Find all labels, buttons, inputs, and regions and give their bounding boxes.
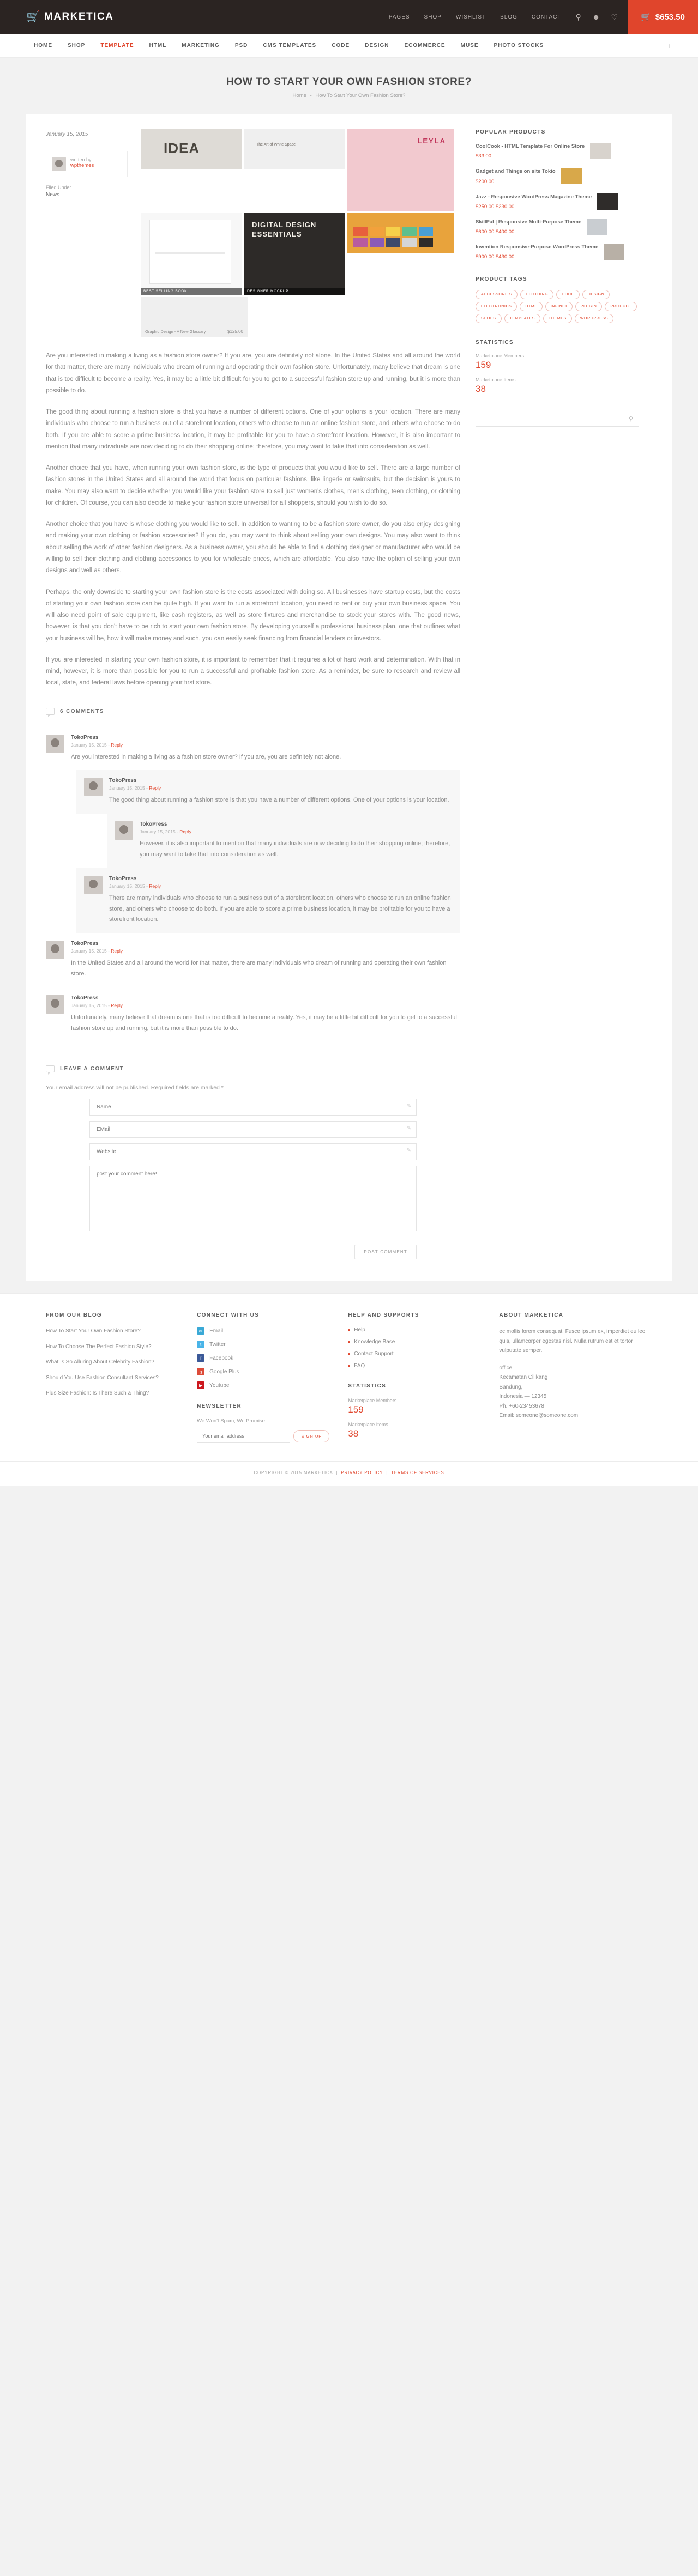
product-name: Invention Responsive-Purpose WordPress Theme bbox=[476, 244, 599, 250]
address-line: Bandung, bbox=[499, 1384, 523, 1390]
nav-item-photo-stocks[interactable]: PHOTO STOCKS bbox=[494, 43, 544, 49]
product-tags-widget bbox=[476, 276, 639, 323]
social-youtube[interactable]: ▶ Youtube bbox=[197, 1381, 329, 1389]
newsletter-note: We Won't Spam, We Promise bbox=[197, 1418, 265, 1425]
reply-link[interactable]: Reply bbox=[111, 742, 123, 748]
pink-poster-tile[interactable] bbox=[347, 129, 454, 211]
about-text: ec mollis lorem consequat. Fusce ipsum ex, imperdiet eu leo quis, ullamcorper egestas nisl. Nulla rutrum est et tortor vulputate semper. bbox=[499, 1329, 646, 1354]
footer-about-column bbox=[499, 1312, 652, 1446]
avatar bbox=[52, 157, 66, 171]
footer-blog-title: FROM OUR BLOG bbox=[46, 1312, 103, 1319]
comment-form bbox=[89, 1099, 417, 1259]
tile-text-idea: IDEA bbox=[164, 140, 200, 156]
product-name: Gadget and Things on site Tokio bbox=[476, 168, 556, 175]
stat-label-items: Marketplace Items bbox=[476, 377, 516, 383]
book-cover-art bbox=[149, 220, 231, 284]
post-date: January 15, 2015 bbox=[46, 131, 128, 143]
site-logo[interactable] bbox=[26, 11, 113, 23]
stat-label-members: Marketplace Members bbox=[476, 353, 525, 359]
reply-link[interactable]: Reply bbox=[149, 785, 161, 791]
tile-meta-title: Graphic Design - A New Glossary bbox=[145, 329, 206, 334]
author-label: written by bbox=[70, 157, 92, 162]
utility-icons bbox=[576, 13, 618, 22]
orange-typography-tile[interactable] bbox=[141, 297, 248, 337]
comment-text: There are many individuals who choose to run a business out of a storefront location, others who choose to run an online fashion store, and others who choose to do both. If you are able to score a prime business location, it may be profitable for you to have a storefront location. bbox=[109, 894, 451, 923]
comment-date: January 15, 2015 - Reply bbox=[71, 948, 123, 954]
comment-icon bbox=[46, 1065, 55, 1072]
bullet-icon bbox=[348, 1353, 350, 1355]
tag-code[interactable]: CODE bbox=[556, 290, 580, 299]
message-field-wrap bbox=[89, 1166, 417, 1233]
book-cover-tile[interactable] bbox=[141, 213, 242, 295]
filed-under-label: Filed Under bbox=[46, 185, 71, 190]
statistics-title: STATISTICS bbox=[476, 340, 514, 346]
post-image-mosaic bbox=[141, 129, 456, 337]
pencil-icon: ✎ bbox=[406, 1148, 411, 1154]
comment-text: The good thing about running a fashion store is that you have a number of different options. One of your options is your location. bbox=[109, 797, 449, 804]
help-link-help[interactable]: Help bbox=[348, 1327, 480, 1333]
article-body bbox=[46, 350, 460, 689]
leave-comment-heading bbox=[46, 1065, 460, 1072]
cart-icon: 🛒 bbox=[26, 11, 40, 23]
bullet-icon bbox=[348, 1341, 350, 1343]
pencil-icon: ✎ bbox=[406, 1103, 411, 1110]
product-price: $200.00 bbox=[476, 178, 495, 185]
website-field-wrap bbox=[89, 1143, 417, 1160]
product-item[interactable] bbox=[476, 143, 639, 159]
tile-text-book: The Art of White Space bbox=[256, 143, 296, 147]
address-line: Email: someone@someone.com bbox=[499, 1413, 579, 1419]
tag-electronics[interactable]: ELECTRONICS bbox=[476, 302, 517, 311]
comment-item bbox=[107, 814, 460, 868]
footer-stat-label-items: Marketplace Items bbox=[348, 1422, 388, 1428]
comment-textarea[interactable] bbox=[89, 1166, 417, 1231]
user-icon[interactable]: ☻ bbox=[592, 13, 600, 21]
article-paragraph: Are you interested in making a living as a fashion store owner? If you are, you are definitely not alone. In the United States and all around the world for that matter, there are many individuals who dream of running and operating their own fashion store. Unfortunately, many believe that dream is one that is too difficult to become a reality. Yes, it may be a little bit difficult for you to get to a successful fashion store up and running, but it is more than possible to do. bbox=[46, 353, 460, 394]
color-swatch-tile[interactable] bbox=[347, 213, 454, 253]
comment-text: Are you interested in making a living as a fashion store owner? If you are, you are definitely not alone. bbox=[71, 753, 341, 760]
privacy-policy-link[interactable]: PRIVACY POLICY bbox=[341, 1470, 383, 1476]
social-google-plus[interactable]: g Google Plus bbox=[197, 1368, 329, 1375]
tag-html[interactable]: HTML bbox=[520, 302, 542, 311]
email-field-wrap bbox=[89, 1121, 417, 1138]
cart-total: $653.50 bbox=[655, 12, 685, 22]
address-block bbox=[499, 1363, 652, 1421]
comment-author[interactable]: TokoPress bbox=[71, 734, 99, 741]
copyright-bar: COPYRIGHT © 2015 MARKETICA | PRIVACY POLICY | TERMS OF SERVICES bbox=[0, 1461, 698, 1486]
leave-comment-title: LEAVE A COMMENT bbox=[60, 1066, 124, 1072]
top-link-contact[interactable]: CONTACT bbox=[531, 14, 562, 20]
product-tags-title: PRODUCT TAGS bbox=[476, 276, 527, 283]
top-link-pages[interactable]: PAGES bbox=[388, 14, 410, 20]
page-title: HOW TO START YOUR OWN FASHION STORE? bbox=[226, 76, 472, 88]
tile-caption-designer-mockup: DESIGNER MOCKUP bbox=[244, 288, 345, 295]
stat-value-members: 159 bbox=[476, 360, 491, 371]
mail-icon: ✉ bbox=[197, 1327, 204, 1335]
footer-connect-title: CONNECT WITH US bbox=[197, 1312, 260, 1319]
email-input[interactable] bbox=[89, 1121, 417, 1138]
article-paragraph: Another choice that you have, when running your own fashion store, is the type of products that you would like to sell. There are a large number of fashion stores in the United States and all around the world that focus on particular fashions, like lingerie or swimsuits, but the decision is yours to make. You may also want to decide whether you would like your fashion store to sell just women's clothes, men's clothing, teen clothing, or clothing for children. Of course, you can also decide to make your fashion store universal for all shoppers, should you wish to do so. bbox=[46, 465, 460, 506]
search-input[interactable] bbox=[476, 411, 623, 426]
youtube-icon: ▶ bbox=[197, 1381, 204, 1389]
footer-blog-link[interactable]: Plus Size Fashion: Is There Such a Thing? bbox=[46, 1390, 149, 1397]
filed-under-value[interactable]: News bbox=[46, 192, 60, 198]
comments-count: 6 COMMENTS bbox=[60, 708, 104, 714]
tile-text-leyla: LEYLA bbox=[417, 137, 446, 145]
tag-infinio[interactable]: INFINIO bbox=[545, 302, 573, 311]
post-meta bbox=[46, 129, 128, 337]
social-facebook[interactable]: f Facebook bbox=[197, 1354, 329, 1362]
nav-item-code[interactable]: CODE bbox=[332, 43, 350, 49]
post-author bbox=[46, 151, 128, 177]
tag-accessories[interactable]: ACCESSORIES bbox=[476, 290, 518, 299]
comment-author[interactable]: TokoPress bbox=[71, 995, 99, 1001]
product-price: $900.00 $430.00 bbox=[476, 254, 515, 260]
social-twitter[interactable]: t Twitter bbox=[197, 1341, 329, 1348]
newsletter-signup-button[interactable]: SIGN UP bbox=[293, 1430, 329, 1442]
reply-link[interactable]: Reply bbox=[149, 883, 161, 889]
utility-nav bbox=[389, 14, 562, 20]
nav-item-psd[interactable]: PSD bbox=[234, 43, 248, 49]
product-thumbnail bbox=[561, 168, 582, 184]
newsletter-input[interactable] bbox=[197, 1429, 290, 1443]
top-bar bbox=[0, 0, 698, 34]
search-icon[interactable]: ⚲ bbox=[628, 416, 633, 423]
tag-wordpress[interactable]: WORDPRESS bbox=[575, 314, 613, 323]
avatar bbox=[46, 941, 64, 959]
comment-date: January 15, 2015 - Reply bbox=[71, 1002, 123, 1008]
copyright-text: COPYRIGHT © 2015 MARKETICA bbox=[254, 1470, 333, 1476]
main-content bbox=[46, 129, 460, 1259]
google-plus-icon: g bbox=[197, 1368, 204, 1375]
footer-about-title: ABOUT MARKETICA bbox=[499, 1312, 564, 1319]
search-widget bbox=[476, 411, 639, 427]
tag-shoes[interactable]: SHOES bbox=[476, 314, 502, 323]
twitter-icon: t bbox=[197, 1341, 204, 1348]
comment-text: In the United States and all around the world for that matter, there are many individuals who dream of running and operating their own fashion store. bbox=[71, 960, 447, 978]
tag-clothing[interactable]: CLOTHING bbox=[520, 290, 553, 299]
breadcrumb-separator: - bbox=[310, 93, 312, 99]
help-link-contact-support[interactable]: Contact Support bbox=[348, 1351, 480, 1357]
tag-product[interactable]: PRODUCT bbox=[605, 302, 637, 311]
top-link-shop[interactable]: SHOP bbox=[424, 14, 442, 20]
footer-blog-link[interactable]: What Is So Alluring About Celebrity Fashion? bbox=[46, 1359, 154, 1366]
stat-value-items: 38 bbox=[476, 384, 486, 395]
post-comment-button[interactable]: POST COMMENT bbox=[354, 1245, 417, 1259]
footer-blog-link[interactable]: Should You Use Fashion Consultant Services? bbox=[46, 1374, 159, 1381]
address-line: Indonesia — 12345 bbox=[499, 1393, 547, 1400]
page-header bbox=[0, 58, 698, 114]
search-box bbox=[476, 411, 639, 427]
comment-author[interactable]: TokoPress bbox=[109, 875, 137, 882]
product-thumbnail bbox=[604, 244, 624, 260]
comment-icon bbox=[46, 708, 55, 715]
nav-item-home[interactable]: HOME bbox=[34, 43, 52, 49]
reply-link[interactable]: Reply bbox=[179, 829, 191, 835]
footer-blog-column bbox=[46, 1312, 178, 1446]
name-input[interactable] bbox=[89, 1099, 417, 1116]
tile-text-digital: DIGITAL DESIGN ESSENTIALS bbox=[252, 221, 317, 238]
page-body bbox=[26, 114, 672, 1281]
comment-item bbox=[46, 987, 460, 1042]
nav-item-ecommerce[interactable]: ECOMMERCE bbox=[404, 43, 446, 49]
address-line: office: bbox=[499, 1365, 514, 1371]
article-paragraph: If you are interested in starting your own fashion store, it is important to remember that it requires a lot of hard work and determination. With that in mind, however, it is more than possible for you to run a successful and profitable fashion store. As a reminder, be sure to research and review all local, state, and federal laws before opening your first store. bbox=[46, 656, 460, 687]
avatar bbox=[84, 778, 103, 796]
nav-item-cms-templates[interactable]: CMS TEMPLATES bbox=[263, 43, 317, 49]
footer-blog-link[interactable]: How To Start Your Own Fashion Store? bbox=[46, 1328, 141, 1335]
product-thumbnail bbox=[597, 193, 618, 210]
tile-caption-best-selling: BEST SELLING BOOK bbox=[141, 288, 242, 295]
footer-help-title: HELP AND SUPPORTS bbox=[348, 1312, 419, 1319]
product-name: Jazz - Responsive WordPress Magazine Theme bbox=[476, 193, 592, 200]
reply-link[interactable]: Reply bbox=[111, 948, 123, 954]
nav-item-design[interactable]: DESIGN bbox=[365, 43, 389, 49]
nav-item-shop[interactable]: SHOP bbox=[68, 43, 86, 49]
breadcrumb-current: How To Start Your Own Fashion Store? bbox=[315, 93, 406, 99]
product-name: SkillPal | Responsive Multi-Purpose Theme bbox=[476, 219, 582, 225]
top-link-blog[interactable]: BLOG bbox=[500, 14, 518, 20]
bullet-icon bbox=[348, 1365, 350, 1367]
product-price: $33.00 bbox=[476, 153, 492, 160]
facebook-icon: f bbox=[197, 1354, 204, 1362]
article-paragraph: Perhaps, the only downside to starting your own fashion store is the costs associated with doing so. All businesses have startup costs, but the costs of starting your own fashion store can be quite high. If you want to run a storefront location, you need to rent or buy your own business space. You will also need point of sale equipment, like cash registers, as well as store fixtures and merchandise to stock your stores with. The good news, however, is that you don't have to be rich to start your own fashion store. By developing yourself a professional business plan, one that outlines what your business will be, how it will make money and such, you can easily seek financing from financial lenders or investors. bbox=[46, 589, 460, 642]
footer-help-column bbox=[348, 1312, 480, 1446]
nav-item-html[interactable]: HTML bbox=[149, 43, 167, 49]
cart-icon: 🛒 bbox=[641, 13, 651, 22]
footer-blog-link[interactable]: How To Choose The Perfect Fashion Style? bbox=[46, 1343, 152, 1350]
newsletter-form bbox=[197, 1429, 329, 1443]
post-top bbox=[46, 129, 460, 337]
tag-themes[interactable]: THEMES bbox=[543, 314, 572, 323]
footer-columns bbox=[26, 1294, 672, 1461]
comment-item bbox=[46, 933, 460, 987]
comment-author[interactable]: TokoPress bbox=[140, 821, 167, 828]
product-item[interactable] bbox=[476, 168, 639, 184]
help-link-faq[interactable]: FAQ bbox=[348, 1363, 480, 1369]
popular-products-title: POPULAR PRODUCTS bbox=[476, 129, 546, 135]
book-white-tile[interactable] bbox=[244, 129, 345, 169]
nav-item-template[interactable]: TEMPLATE bbox=[100, 43, 134, 49]
comment-date: January 15, 2015 - Reply bbox=[140, 829, 191, 835]
footer-stats-title: STATISTICS bbox=[348, 1383, 387, 1390]
comment-item bbox=[46, 727, 460, 771]
terms-link[interactable]: TERMS OF SERVICES bbox=[391, 1470, 444, 1476]
product-item[interactable] bbox=[476, 244, 639, 260]
footer-newsletter-title: NEWSLETTER bbox=[197, 1403, 242, 1410]
comment-item bbox=[76, 770, 460, 814]
digital-design-tile[interactable] bbox=[244, 213, 345, 295]
nav-item-muse[interactable]: MUSE bbox=[460, 43, 479, 49]
comment-item bbox=[76, 868, 460, 933]
tag-cloud bbox=[476, 290, 639, 323]
name-field-wrap bbox=[89, 1099, 417, 1116]
product-name: CoolCook - HTML Template For Online Store bbox=[476, 143, 585, 149]
product-thumbnail bbox=[587, 219, 607, 235]
website-input[interactable] bbox=[89, 1143, 417, 1160]
reply-link[interactable]: Reply bbox=[111, 1002, 123, 1008]
pencil-icon: ✎ bbox=[406, 1125, 411, 1132]
bullet-icon bbox=[348, 1329, 350, 1331]
product-price: $250.00 $230.00 bbox=[476, 203, 515, 210]
comments-heading bbox=[46, 708, 460, 715]
top-link-wishlist[interactable]: WISHLIST bbox=[455, 14, 486, 20]
tag-design[interactable]: DESIGN bbox=[582, 290, 610, 299]
footer-stat-value-items: 38 bbox=[348, 1428, 359, 1439]
popular-products-widget bbox=[476, 129, 639, 260]
main-nav bbox=[0, 34, 698, 58]
avatar bbox=[46, 735, 64, 753]
idea-sketch-tile[interactable] bbox=[141, 129, 242, 169]
comment-author[interactable]: TokoPress bbox=[71, 941, 99, 947]
sidebar bbox=[476, 129, 639, 1259]
breadcrumb-home[interactable]: Home bbox=[292, 93, 306, 99]
search-icon[interactable]: ⚲ bbox=[575, 12, 581, 21]
product-thumbnail bbox=[590, 143, 611, 159]
tag-templates[interactable]: TEMPLATES bbox=[504, 314, 541, 323]
product-price: $600.00 $400.00 bbox=[476, 229, 515, 235]
statistics-widget bbox=[476, 340, 639, 395]
avatar bbox=[46, 995, 64, 1014]
comment-date: January 15, 2015 - Reply bbox=[71, 742, 123, 748]
nav-item-marketing[interactable]: MARKETING bbox=[182, 43, 220, 49]
product-item[interactable] bbox=[476, 219, 639, 235]
site-footer bbox=[0, 1293, 698, 1486]
tile-meta-price: $125.00 bbox=[227, 329, 243, 334]
footer-stat-value-members: 159 bbox=[348, 1404, 364, 1415]
article-paragraph: Another choice that you have is whose clothing you would like to sell. In addition to wanting to be a fashion store owner, do you also enjoy designing and making your own clothing or fashion accessories? If you do, you may want to think about selling your own designs. You may also want to think about selling the work of other fashion designers. As a business owner, you should be able to find a clothing designer or manufacturer who would be willing to sell their clothing and clothing accessories to you for wholesale prices, which are affordable. You also have the option of selling your own designs and well as others. bbox=[46, 521, 460, 574]
logo-text: MARKETICA bbox=[44, 11, 114, 22]
help-link-knowledge-base[interactable]: Knowledge Base bbox=[348, 1339, 480, 1345]
comment-text: However, it is also important to mention that many individuals are now deciding to do their shopping online; therefore, you may want to take that into consideration as well. bbox=[140, 840, 450, 858]
author-name[interactable]: wpthemes bbox=[70, 162, 94, 168]
product-item[interactable] bbox=[476, 193, 639, 210]
address-line: Ph. +60-23453678 bbox=[499, 1403, 544, 1409]
comment-date: January 15, 2015 - Reply bbox=[109, 785, 161, 791]
avatar bbox=[84, 876, 103, 894]
breadcrumb bbox=[0, 93, 698, 99]
social-email[interactable]: ✉ Email bbox=[197, 1327, 329, 1335]
cart-button[interactable] bbox=[628, 0, 698, 34]
form-note: Your email address will not be published. Required fields are marked * bbox=[46, 1084, 224, 1092]
swatch-grid bbox=[353, 227, 433, 247]
plus-icon[interactable]: + bbox=[666, 41, 672, 50]
footer-stat-label-members: Marketplace Members bbox=[348, 1398, 397, 1404]
comment-author[interactable]: TokoPress bbox=[109, 778, 137, 784]
article-paragraph: The good thing about running a fashion store is that you have a number of different options. One of your options is your location. There are many individuals who choose to run a business out of a storefront location, others who choose to run an online fashion store, and others who choose to do both. If you are able to score a prime business location, it may be profitable for you to have a storefront location. However, it is also important to mention that many individuals are now deciding to do their shopping online; therefore, you may want to take that into consideration as well. bbox=[46, 409, 460, 450]
address-line: Kecamatan Cilikang bbox=[499, 1374, 548, 1381]
avatar bbox=[115, 821, 133, 840]
comment-date: January 15, 2015 - Reply bbox=[109, 883, 161, 889]
comment-text: Unfortunately, many believe that dream is one that is too difficult to become a reality. Yes, it may be a little bit difficult for you to get to a successful fashion store up and running, but it is more than possible to do. bbox=[71, 1014, 457, 1032]
tag-plugin[interactable]: PLUGIN bbox=[575, 302, 603, 311]
footer-connect-column bbox=[197, 1312, 329, 1446]
heart-icon[interactable]: ♡ bbox=[611, 12, 618, 21]
